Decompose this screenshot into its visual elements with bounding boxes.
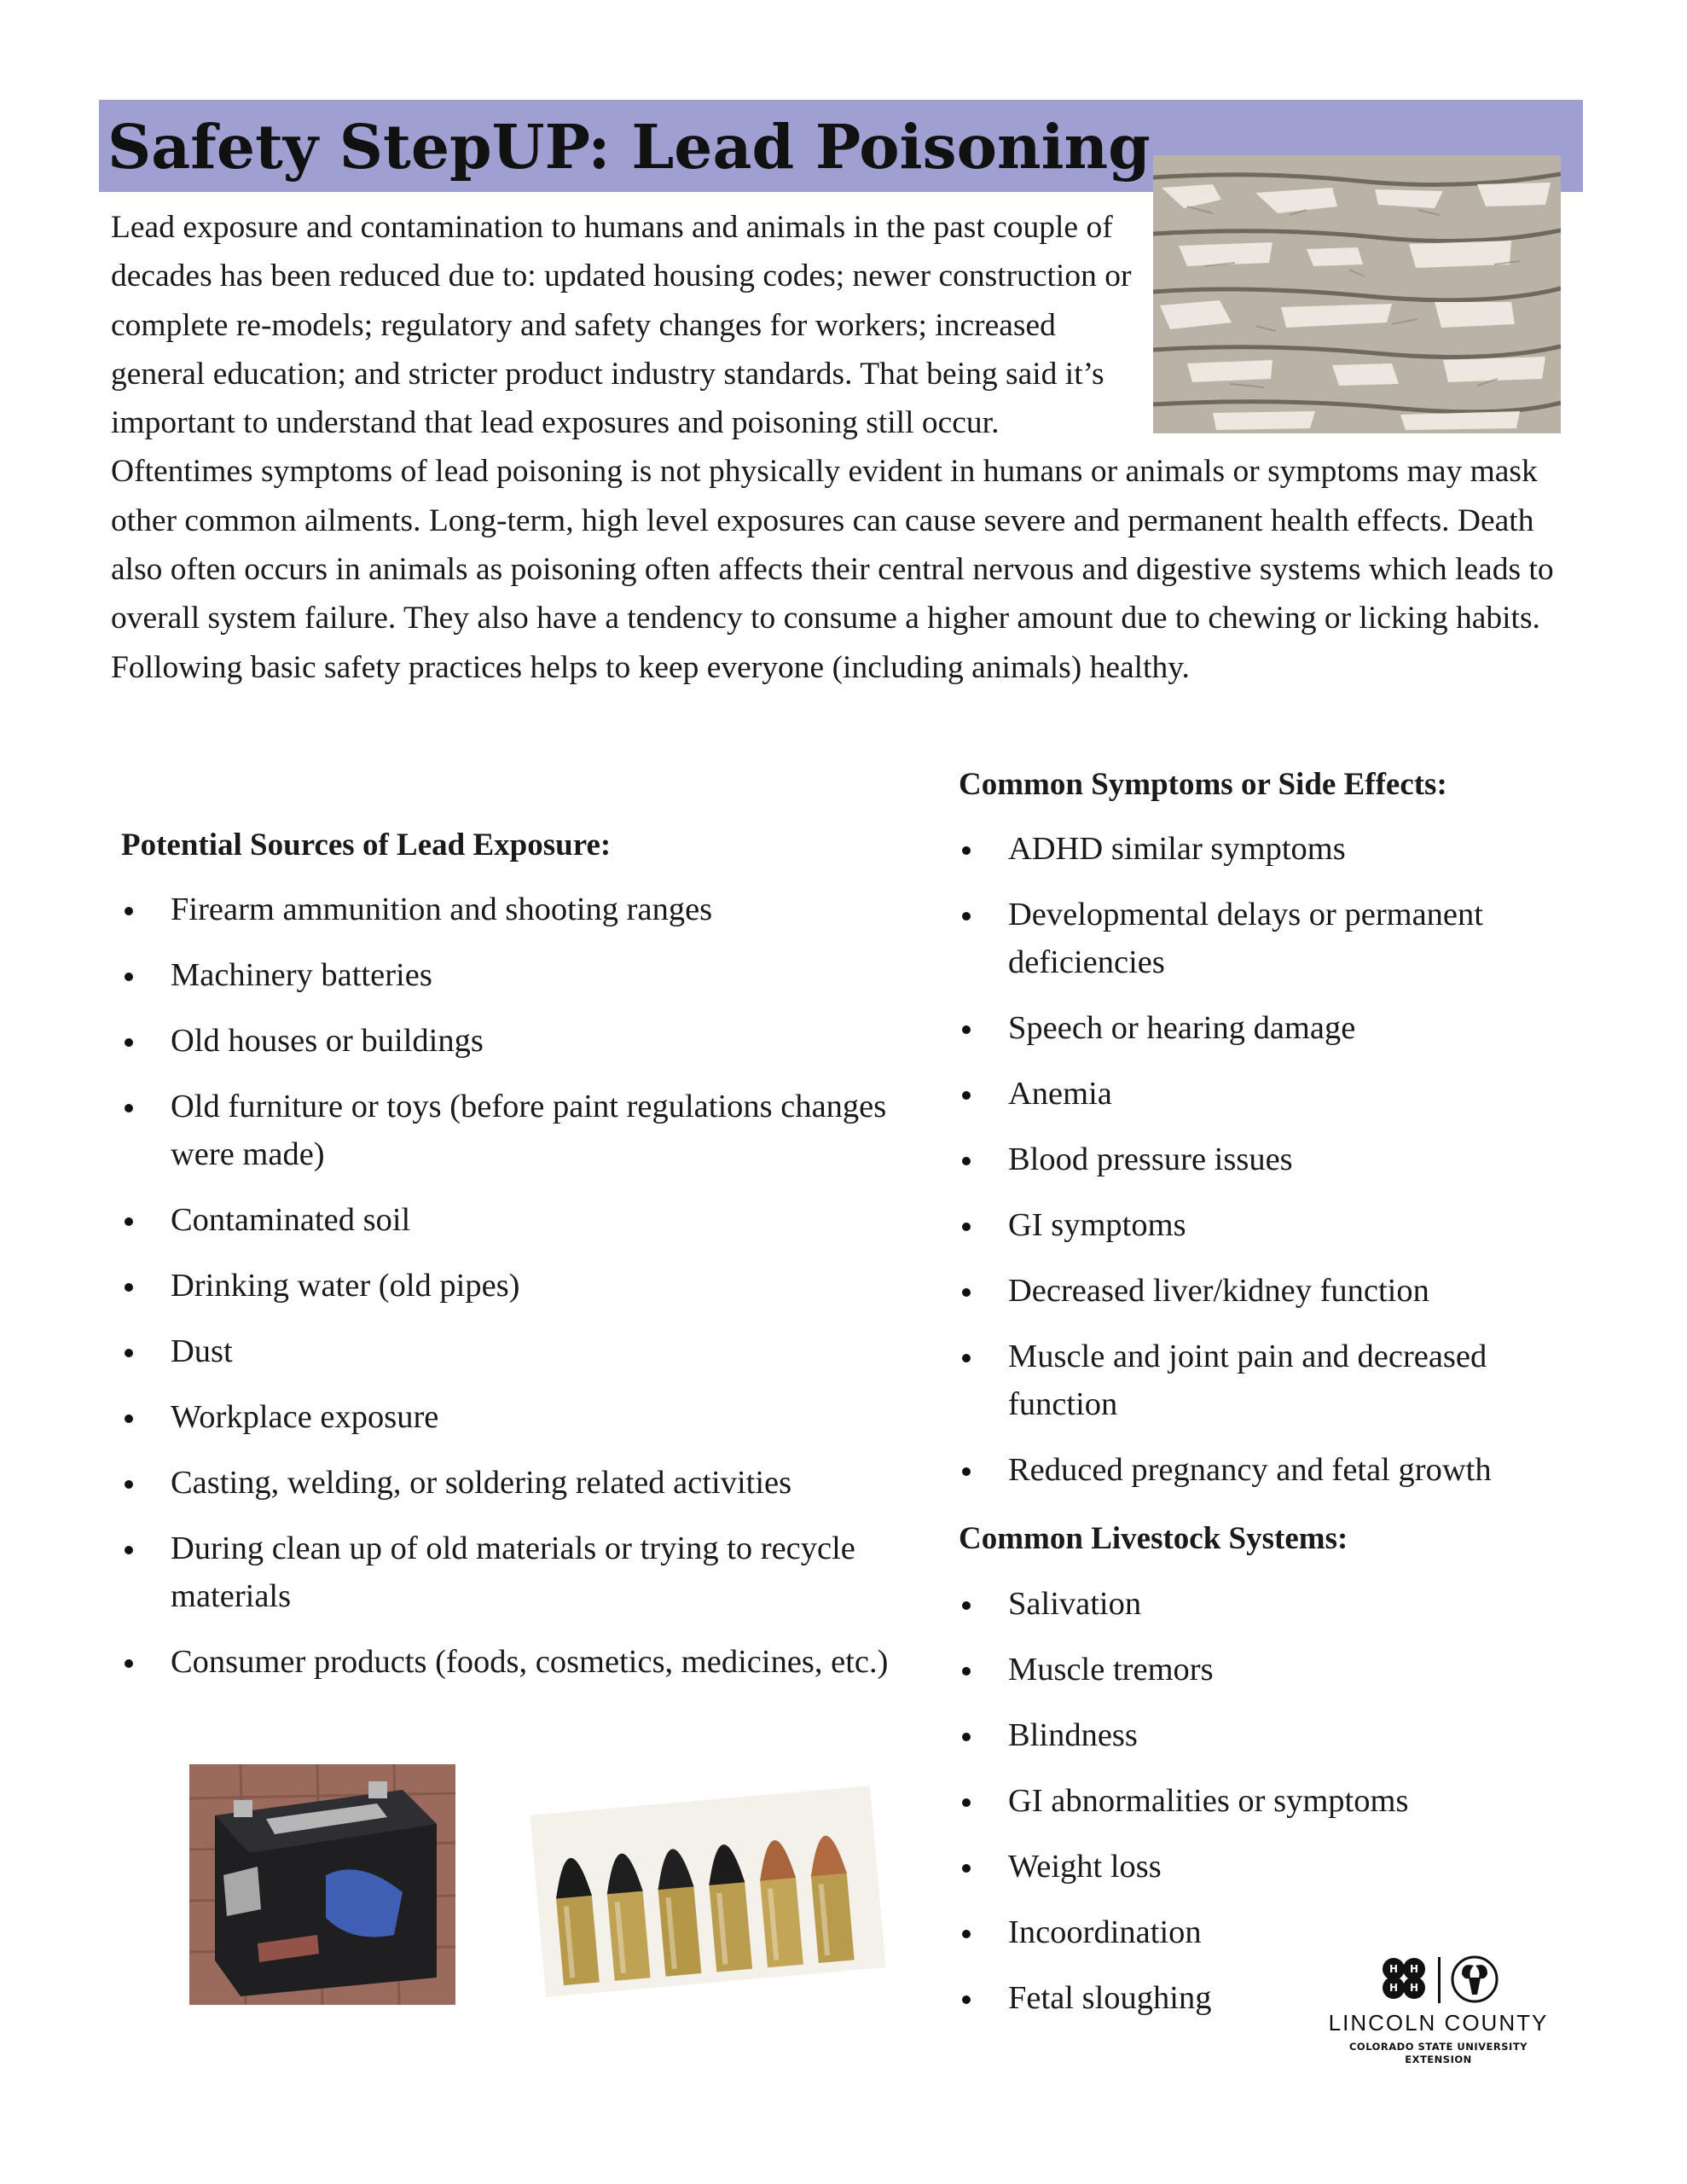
logo-subtitle-line1: COLORADO STATE UNIVERSITY [1348,2041,1528,2053]
list-item: Dust [121,1327,919,1375]
list-item: Drinking water (old pipes) [121,1262,919,1310]
symptoms-heading: Common Symptoms or Side Effects: [959,767,1447,802]
list-item: ADHD similar symptoms [959,825,1573,873]
list-item: Machinery batteries [121,951,919,999]
svg-text:H: H [1409,1982,1419,1994]
intro-paragraph [111,203,1562,692]
lincoln-county-extension-logo [1325,1954,1551,2090]
livestock-heading: Common Livestock Systems: [959,1521,1348,1556]
list-item: Incoordination [959,1908,1573,1956]
list-item: During clean up of old materials or trying to recycle materials [121,1525,919,1620]
list-item: Firearm ammunition and shooting ranges [121,886,919,933]
logo-name: LINCOLN COUNTY [1328,2010,1549,2036]
sources-list [121,886,919,1704]
list-item: GI symptoms [959,1201,1573,1249]
sources-heading: Potential Sources of Lead Exposure: [121,828,612,863]
logo-divider [1438,1957,1441,2003]
list-item: Anemia [959,1070,1573,1118]
list-item: Developmental delays or permanent deficiencies [959,891,1573,986]
list-item: Reduced pregnancy and fetal growth [959,1446,1573,1494]
4h-clover-icon [1377,1954,1431,2005]
list-item: Decreased liver/kidney function [959,1267,1573,1315]
list-item: Muscle and joint pain and decreased function [959,1333,1573,1428]
svg-text:H: H [1388,1963,1399,1975]
list-item: GI abnormalities or symptoms [959,1777,1573,1825]
list-item: Casting, welding, or soldering related activities [121,1459,919,1507]
list-item: Consumer products (foods, cosmetics, medicines, etc.) [121,1638,919,1686]
intro-text: Lead exposure and contamination to humans and animals in the past couple of decades has been reduced due to: updated housing codes; newer construction or complete re-models; regulatory and safety changes for workers; increased general education; and stricter product industry standards. That being said it’s important to understand that lead exposures and poisoning still occur. Oftentimes symptoms of lead poisoning is not physically evident in humans or animals or symptoms may mask other common ailments. Long-term, high level exposures can cause severe and permanent health effects. Death also often occurs in animals as poisoning often affects their central nervous and digestive systems which leads to overall system failure. They also have a tendency to consume a higher amount due to chewing or licking habits. Following basic safety practices helps to keep everyone (including animals) healthy. [111,210,1554,685]
list-item: Old houses or buildings [121,1017,919,1065]
list-item: Muscle tremors [959,1646,1573,1693]
car-battery-photo [189,1764,455,2005]
ram-head-icon [1450,1955,1499,2003]
list-item: Fetal sloughing [959,1974,1573,2022]
logo-subtitle-line2: EXTENSION [1405,2053,1472,2065]
symptoms-list [959,825,1573,1512]
list-item: Blood pressure issues [959,1136,1573,1183]
list-item: Contaminated soil [121,1196,919,1244]
bullets-photo [530,1786,885,1997]
list-item: Weight loss [959,1843,1573,1891]
logo-subtitle [1325,2041,1551,2066]
list-item: Speech or hearing damage [959,1004,1573,1052]
svg-text:H: H [1388,1982,1399,1994]
list-item: Salivation [959,1580,1573,1628]
list-item: Blindness [959,1711,1573,1759]
image-wrap-spacer [1138,203,1562,447]
page-title: Safety StepUP: Lead Poisoning [107,111,1151,183]
list-item: Old furniture or toys (before paint regulations changes were made) [121,1083,919,1178]
list-item: Workplace exposure [121,1393,919,1441]
svg-text:H: H [1409,1963,1419,1975]
